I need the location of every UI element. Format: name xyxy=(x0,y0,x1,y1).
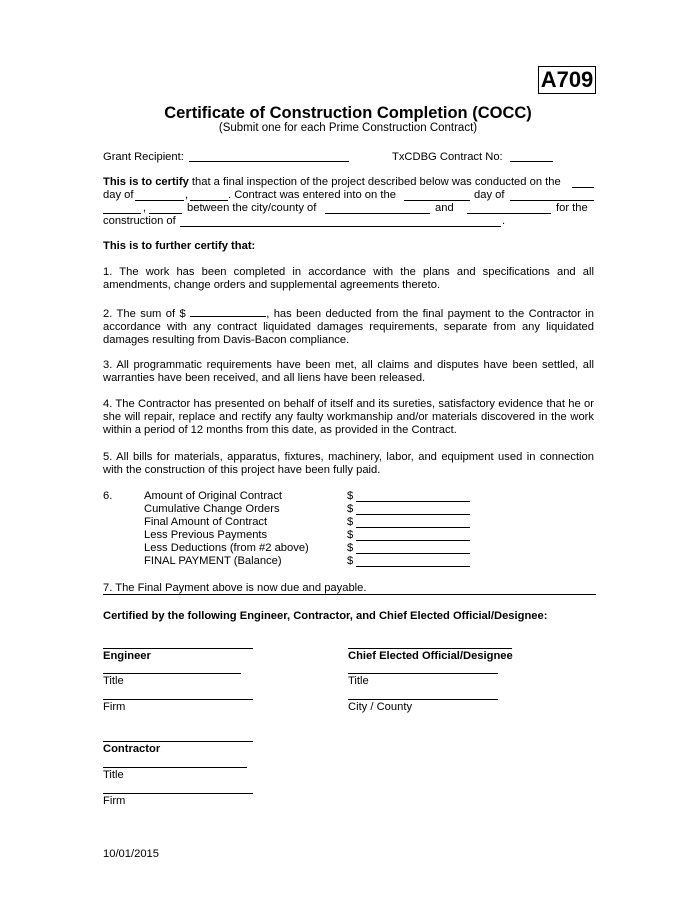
contract-year-field[interactable] xyxy=(103,213,141,214)
engineer-signature-line[interactable] xyxy=(103,648,253,649)
contractor-firm-label: Firm xyxy=(103,795,126,807)
grant-recipient-label: Grant Recipient: xyxy=(103,151,184,163)
engineer-firm-label: Firm xyxy=(103,701,126,713)
inspection-year-field[interactable] xyxy=(190,200,228,201)
contractor-title-label: Title xyxy=(103,769,124,781)
contractor-title-line[interactable] xyxy=(103,767,247,768)
certified-heading: Certified by the following Engineer, Contractor, and Chief Elected Official/Designee: xyxy=(103,610,548,622)
item-7: 7. The Final Payment above is now due and payable. xyxy=(103,582,367,594)
contract-no-field[interactable] xyxy=(510,161,553,162)
amount-label: FINAL PAYMENT (Balance) xyxy=(144,555,282,567)
form-id-box: A709 xyxy=(538,66,596,94)
page-title: Certificate of Construction Completion (COCC) xyxy=(164,104,532,122)
construction-of-field[interactable] xyxy=(180,226,501,227)
item-2 xyxy=(103,306,594,348)
certify-text: that a final inspection of the project described below was conducted on the xyxy=(188,176,561,188)
day-of-label-2: day of xyxy=(474,189,505,201)
item-7-rule xyxy=(103,594,596,595)
certify-line-1 xyxy=(103,176,594,189)
footer-date: 10/01/2015 xyxy=(103,848,159,860)
amount-field[interactable] xyxy=(356,527,470,528)
contract-no-label: TxCDBG Contract No: xyxy=(392,151,503,163)
amount-currency: $ xyxy=(347,555,354,567)
chief-label: Chief Elected Official/Designee xyxy=(348,650,513,662)
engineer-title-label: Title xyxy=(103,675,124,687)
item-5: 5. All bills for materials, apparatus, fixtures, machinery, labor, and equipment used in connection with the construction of this project have been fully paid. xyxy=(103,451,594,477)
amount-field[interactable] xyxy=(356,566,470,567)
chief-signature-line[interactable] xyxy=(348,648,512,649)
amount-label: Less Deductions (from #2 above) xyxy=(144,542,309,554)
construction-of-label: construction of xyxy=(103,215,176,227)
city-county-line[interactable] xyxy=(348,699,498,700)
inspection-day-field[interactable] xyxy=(135,200,184,201)
between-text: between the city/county of xyxy=(187,202,317,214)
contract-entered-text: . Contract was entered into on the xyxy=(228,189,396,201)
for-the-text: for the xyxy=(556,202,588,214)
amount-label: Less Previous Payments xyxy=(144,529,268,541)
and-text: and xyxy=(435,202,454,214)
period: . xyxy=(502,215,506,227)
amount-field[interactable] xyxy=(356,501,470,502)
amount-currency: $ xyxy=(347,529,354,541)
amount-label: Final Amount of Contract xyxy=(144,516,268,528)
item-2-lead: 2. The sum of $ xyxy=(103,308,186,320)
amount-field[interactable] xyxy=(356,514,470,515)
amount-field[interactable] xyxy=(356,540,470,541)
amount-currency: $ xyxy=(347,503,354,515)
engineer-title-line[interactable] xyxy=(103,673,241,674)
contractor-name-field[interactable] xyxy=(467,213,551,214)
amount-label: Amount of Original Contract xyxy=(144,490,283,502)
contract-month-field[interactable] xyxy=(510,200,594,201)
comma-2: , xyxy=(143,202,147,214)
chief-title-line[interactable] xyxy=(348,673,498,674)
day-of-label: day of xyxy=(103,189,134,201)
amount-currency: $ xyxy=(347,490,354,502)
item-2-text: , has been deducted from the final payment to the Contractor in accordance with any contract liquidated damages requirements, separate from any liquidated damages resulting from Davis-Bacon compliance. xyxy=(103,308,595,347)
contract-date-field[interactable] xyxy=(404,200,470,201)
grant-recipient-field[interactable] xyxy=(189,161,349,162)
engineer-firm-line[interactable] xyxy=(103,699,253,700)
page-subtitle: (Submit one for each Prime Construction Contract) xyxy=(218,122,478,134)
engineer-label: Engineer xyxy=(103,650,151,662)
city-county-field[interactable] xyxy=(325,213,430,214)
item-3: 3. All programmatic requirements have been met, all claims and disputes have been settled, all warranties have been received, and all liens have been released. xyxy=(103,359,594,385)
city-county-label: City / County xyxy=(348,701,413,713)
item-1: 1. The work has been completed in accordance with the plans and specifications and all amendments, change orders and supplemental agreements thereto. xyxy=(103,266,594,292)
chief-title-label: Title xyxy=(348,675,369,687)
deduction-amount-field[interactable] xyxy=(190,306,266,317)
contractor-signature-line[interactable] xyxy=(103,741,253,742)
amount-label: Cumulative Change Orders xyxy=(144,503,280,515)
amount-currency: $ xyxy=(347,516,354,528)
amount-field[interactable] xyxy=(356,553,470,554)
certify-lead: This is to certify xyxy=(103,176,189,188)
amount-currency: $ xyxy=(347,542,354,554)
inspection-date-field[interactable] xyxy=(572,187,594,188)
item-6-number: 6. xyxy=(103,490,113,502)
contractor-firm-line[interactable] xyxy=(103,793,253,794)
contractor-label: Contractor xyxy=(103,743,161,755)
item-4: 4. The Contractor has presented on behalf of itself and its sureties, satisfactory evidence that he or she will repair, replace and rectify any faulty workmanship and/or materials discovered in the work within a period of 12 months from this date, as provided in the Contract. xyxy=(103,398,594,437)
contract-year-field-2[interactable] xyxy=(149,213,182,214)
comma-1: , xyxy=(185,189,189,201)
further-certify-heading: This is to further certify that: xyxy=(103,240,256,252)
